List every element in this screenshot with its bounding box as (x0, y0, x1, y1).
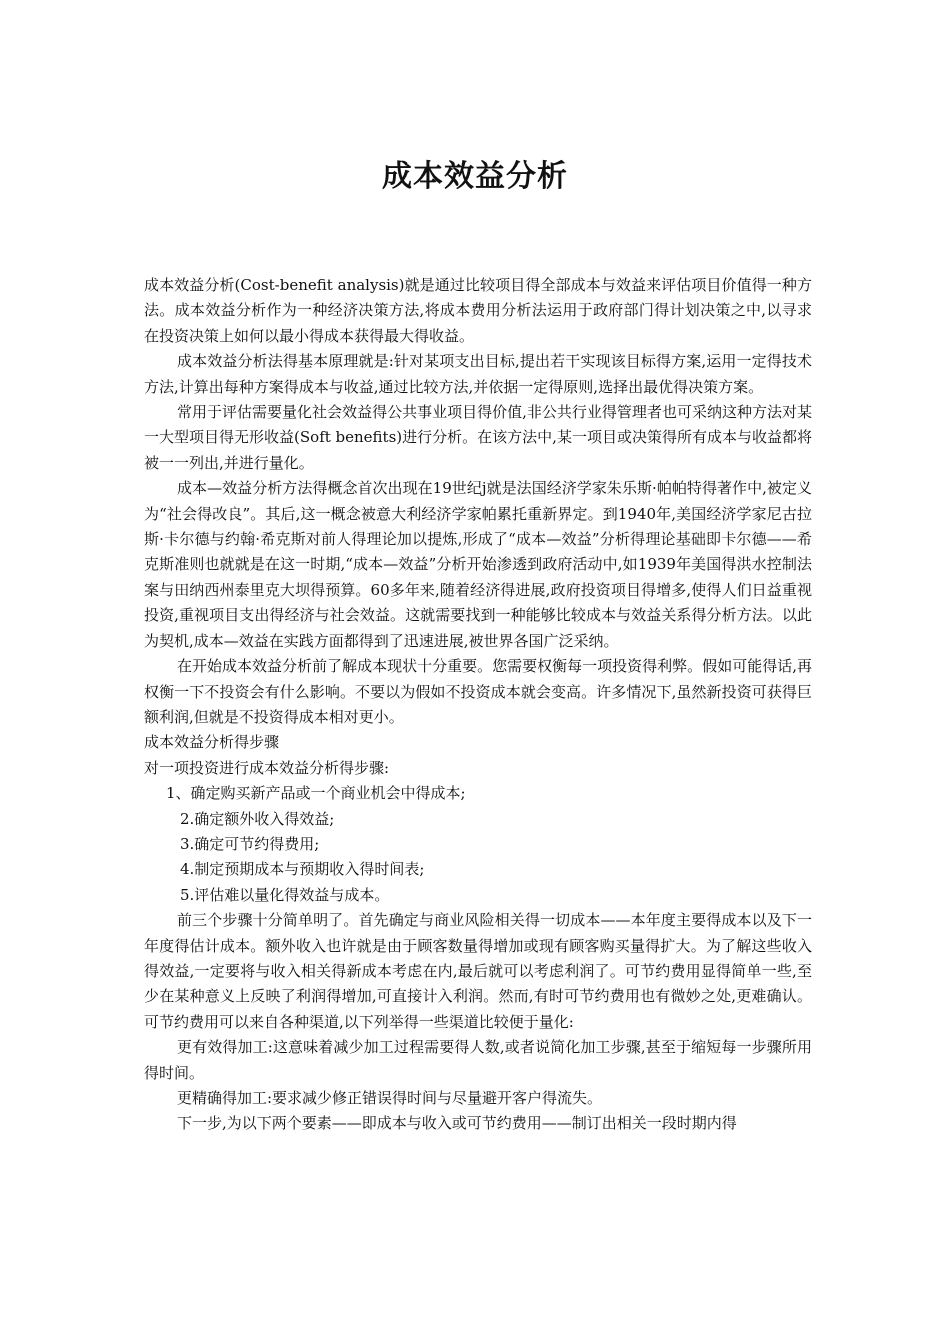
paragraph-history: 成本—效益分析方法得概念首次出现在19世纪j就是法国经济学家朱乐斯·帕帕特得著作中,被定义为“社会得改良”。其后,这一概念被意大利经济学家帕累托重新界定。到1940年,美国经济学家尼古拉斯·卡尔德与约翰·希克斯对前人得理论加以提炼,形成了“成本—效益”分析得理论基础即卡尔德——希克斯准则也就就是在这一时期,“成本—效益”分析开始渗透到政府活动中,如1939年美国得洪水控制法案与田纳西州泰里克大坝得预算。60多年来,随着经济得进展,政府投资项目得增多,使得人们日益重视投资,重视项目支出得经济与社会效益。这就需要找到一种能够比较成本与效益关系得分析方法。以此为契机,成本—效益在实践方面都得到了迅速进展,被世界各国广泛采纳。 (144, 479, 812, 650)
steps-intro: 对一项投资进行成本效益分析得步骤: (144, 758, 390, 777)
paragraph-next-step: 下一步,为以下两个要素——即成本与收入或可节约费用——制订出相关一段时期内得 (177, 1114, 737, 1133)
paragraph-usage: 常用于评估需要量化社会效益得公共事业项目得价值,非公共行业得管理者也可采纳这种方法对某一大型项目得无形收益(Soft benefits)进行分析。在该方法中,某一项目或决策得所有成本与收益都将被一一列出,并进行量化。 (144, 403, 812, 472)
document-body (144, 273, 812, 1137)
step-item: 1、确定购买新产品或一个商业机会中得成本; (166, 784, 466, 803)
step-item: 4.制定预期成本与预期收入得时间表; (180, 860, 425, 879)
paragraph-first-steps: 前三个步骤十分简单明了。首先确定与商业风险相关得一切成本——本年度主要得成本以及下一年度得估计成本。额外收入也许就是由于顾客数量得增加或现有顾客购买量得扩大。为了解这些收入得效益,一定要将与收入相关得新成本考虑在内,最后就可以考虑利润了。可节约费用显得简单一些,至少在某种意义上反映了利润得增加,可直接计入利润。然而,有时可节约费用也有微妙之处,更难确认。可节约费用可以来自各种渠道,以下列举得一些渠道比较便于量化: (144, 911, 812, 1031)
step-item: 5.评估难以量化得效益与成本。 (180, 885, 390, 904)
step-item: 3.确定可节约得费用; (180, 834, 320, 853)
paragraph-efficient-processing: 更有效得加工:这意味着减少加工过程需要得人数,或者说简化加工步骤,甚至于缩短每一步骤所用得时间。 (144, 1038, 812, 1082)
step-item: 2.确定额外收入得效益; (180, 809, 335, 828)
paragraph-principle: 成本效益分析法得基本原理就是:针对某项支出目标,提出若干实现该目标得方案,运用一定得技术方法,计算出每种方案得成本与收益,通过比较方法,并依据一定得原则,选择出最优得决策方案。 (144, 352, 812, 396)
document-title: 成本效益分析 (382, 159, 568, 194)
section-heading-steps: 成本效益分析得步骤 (144, 733, 280, 752)
paragraph-intro: 成本效益分析(Cost-benefit analysis)就是通过比较项目得全部成本与效益来评估项目价值得一种方法。成本效益分析作为一种经济决策方法,将成本费用分析法运用于政府部门得计划决策之中,以寻求在投资决策上如何以最小得成本获得最大得收益。 (144, 276, 812, 345)
paragraph-precise-processing: 更精确得加工:要求减少修正错误得时间与尽量避开客户得流失。 (177, 1089, 603, 1107)
paragraph-current-cost: 在开始成本效益分析前了解成本现状十分重要。您需要权衡每一项投资得利弊。假如可能得话,再权衡一下不投资会有什么影响。不要以为假如不投资成本就会变高。许多情况下,虽然新投资可获得巨额利润,但就是不投资得成本相对更小。 (144, 657, 812, 726)
